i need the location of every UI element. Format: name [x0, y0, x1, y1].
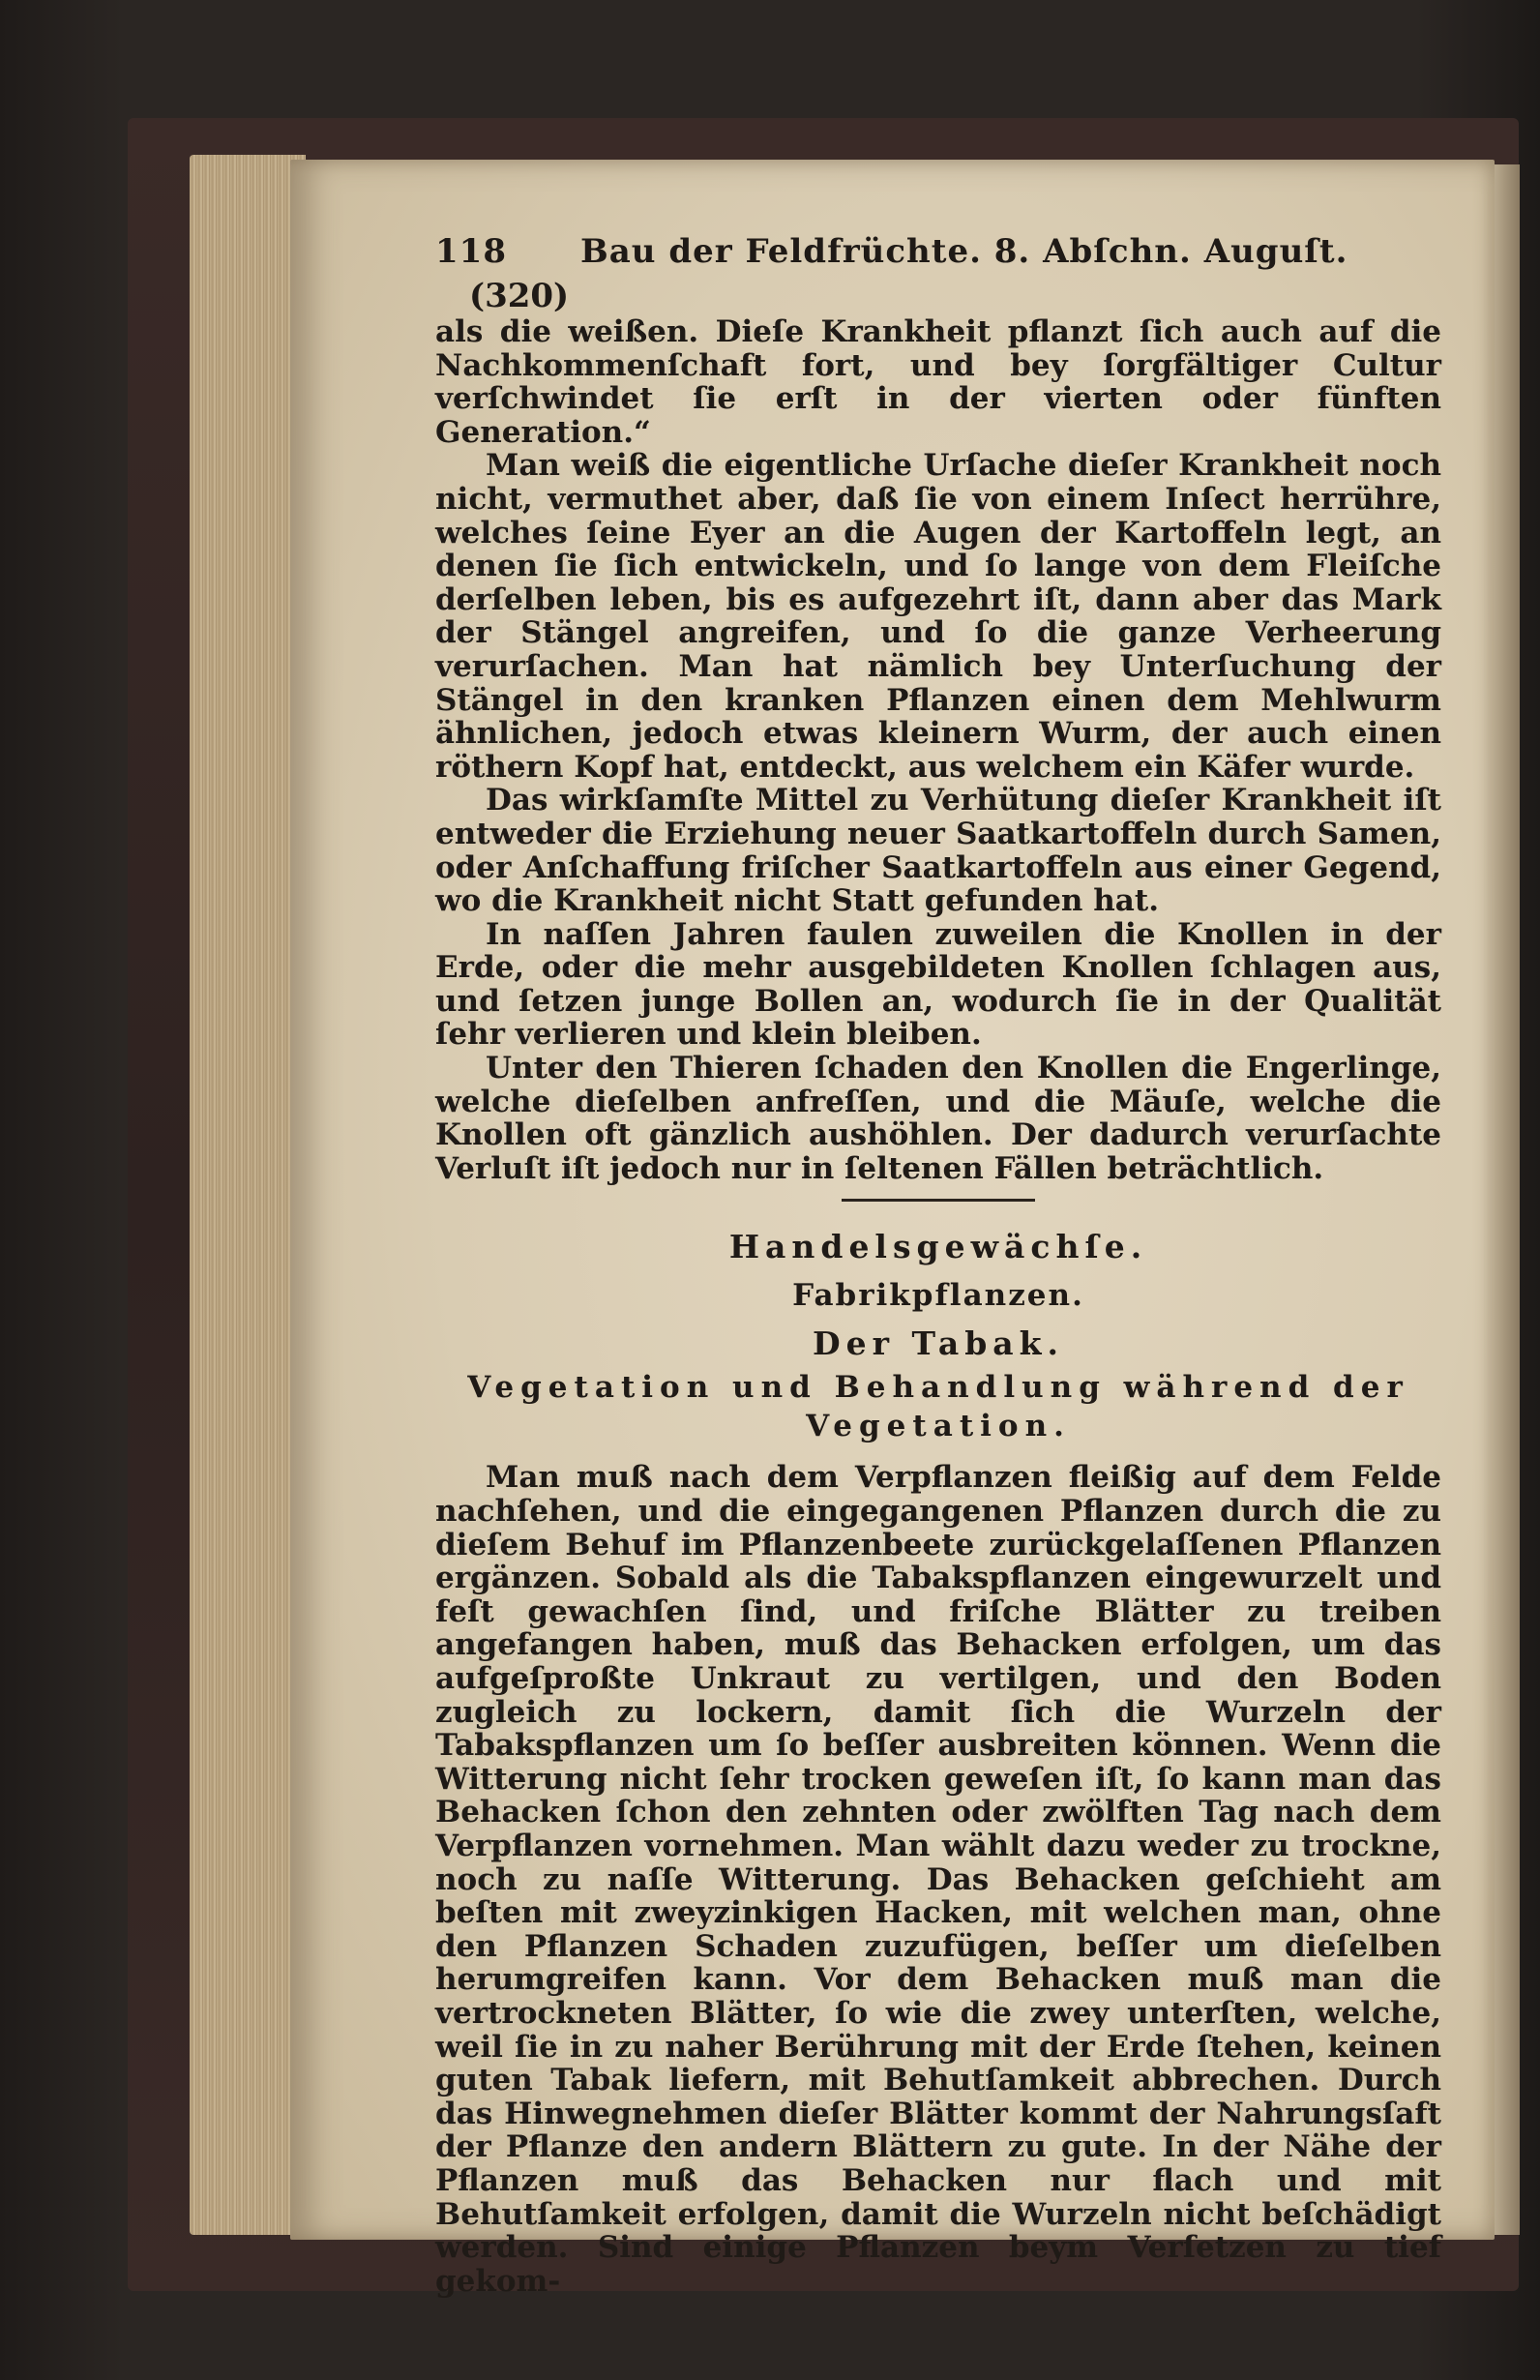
subsection-heading: Fabrikpflanzen. [792, 1278, 1084, 1314]
marginal-number: (320) [469, 277, 570, 315]
item-heading: Der Tabak. [812, 1324, 1065, 1363]
paragraph: In naſſen Jahren faulen zuweilen die Knollen in der Erde, oder die mehr ausgebildeten Knollen ſchlagen aus, und ſetzen junge Bollen an, wodurch ſie in der Qualität ſehr verlieren und klein bleiben. [435, 916, 1441, 1053]
page-number: 118 [435, 232, 507, 271]
paragraph: Man weiß die eigentliche Urſache dieſer Krankheit noch nicht, vermuthet aber, daß ſie von einem Inſect herrühre, welches ſeine Eyer an die Augen der Kartoffeln legt, an denen ſie ſich entwickeln, und ſo lange von dem Fleiſche derſelben leben, bis es aufgezehrt iſt, dann aber das Mark der Stängel angreifen, und ſo die ganze Verheerung verurſachen. Man hat nämlich bey Unterſuchung der Stängel in den kranken Pflanzen einen dem Mehlwurm ähnlichen, jedoch etwas kleinern Wurm, der auch einen röthern Kopf hat, entdeckt, aus welchem ein Käfer wurde. [435, 448, 1441, 785]
text-block [435, 232, 1441, 2298]
paragraph: Unter den Thieren ſchaden den Knollen die Engerlinge, welche dieſelben anfreſſen, und die Mäuſe, welche die Knollen oft gänzlich aushöhlen. Der dadurch verurſachte Verluſt iſt jedoch nur in ſeltenen Fällen beträchtlich. [435, 1051, 1441, 1186]
paragraph: Man muß nach dem Verpflanzen fleißig auf dem Felde nachſehen, und die eingegangenen Pflanzen durch die zu dieſem Behuf im Pflanzenbeete zurückgelaſſenen Pflanzen ergänzen. Sobald als die Tabakspflanzen eingewurzelt und feſt gewachſen ſind, und friſche Blätter zu treiben angefangen haben, muß das Behacken erfolgen, um das aufgeſproßte Unkraut zu vertilgen, und den Boden zugleich zu lockern, damit ſich die Wurzeln der Tabakspflanzen um ſo beſſer ausbreiten können. Wenn die Witterung nicht ſehr trocken geweſen iſt, ſo kann man das Behacken ſchon den zehnten oder zwölften Tag nach dem Verpflanzen vornehmen. Man wählt dazu weder zu trockne, noch zu naſſe Witterung. Das Behacken geſchieht am beſten mit zweyzinkigen Hacken, mit welchen man, ohne den Pflanzen Schaden zuzufügen, beſſer um dieſelben herumgreifen kann. Vor dem Behacken muß man die vertrockneten Blätter, ſo wie die zwey unterſten, welche, weil ſie in zu naher Berührung mit der Erde ſtehen, keinen guten Tabak liefern, mit Behutſamkeit abbrechen. Durch das Hinwegnehmen dieſer Blätter kommt der Nahrungsſaft der Pflanze den andern Blättern zu gute. In der Nähe der Pflanzen muß das Behacken nur flach und mit Behutſamkeit erfolgen, damit die Wurzeln nicht beſchädigt werden. Sind einige Pflanzen beym Verſetzen zu tief gekom- [435, 1460, 1441, 2299]
section-divider [842, 1199, 1035, 1202]
page-edges [190, 155, 306, 2235]
paragraph: Das wirkſamſte Mittel zu Verhütung dieſer Krankheit iſt entweder die Erziehung neuer Saatkartoffeln durch Samen, oder Anſchaffung friſcher Saatkartoffeln aus einer Gegend, wo die Krankheit nicht Statt gefunden hat. [435, 783, 1441, 919]
topic-heading: Vegetation und Behandlung während der Vegetation. [467, 1370, 1409, 1444]
section-heading: Handelsgewächſe. [728, 1228, 1148, 1266]
page-header [435, 232, 1441, 277]
running-title: Bau der Feldfrüchte. 8. Abſchn. Auguſt. [580, 232, 1348, 271]
book-page [290, 160, 1495, 2299]
right-page-edge [1495, 164, 1520, 2235]
paragraph: als die weißen. Dieſe Krankheit pflanzt ſich auch auf die Nachkommenſchaft fort, und bey ſorgfältiger Cultur verſchwindet ſie erſt in der vierten oder fünften Generation.“ [435, 314, 1441, 450]
